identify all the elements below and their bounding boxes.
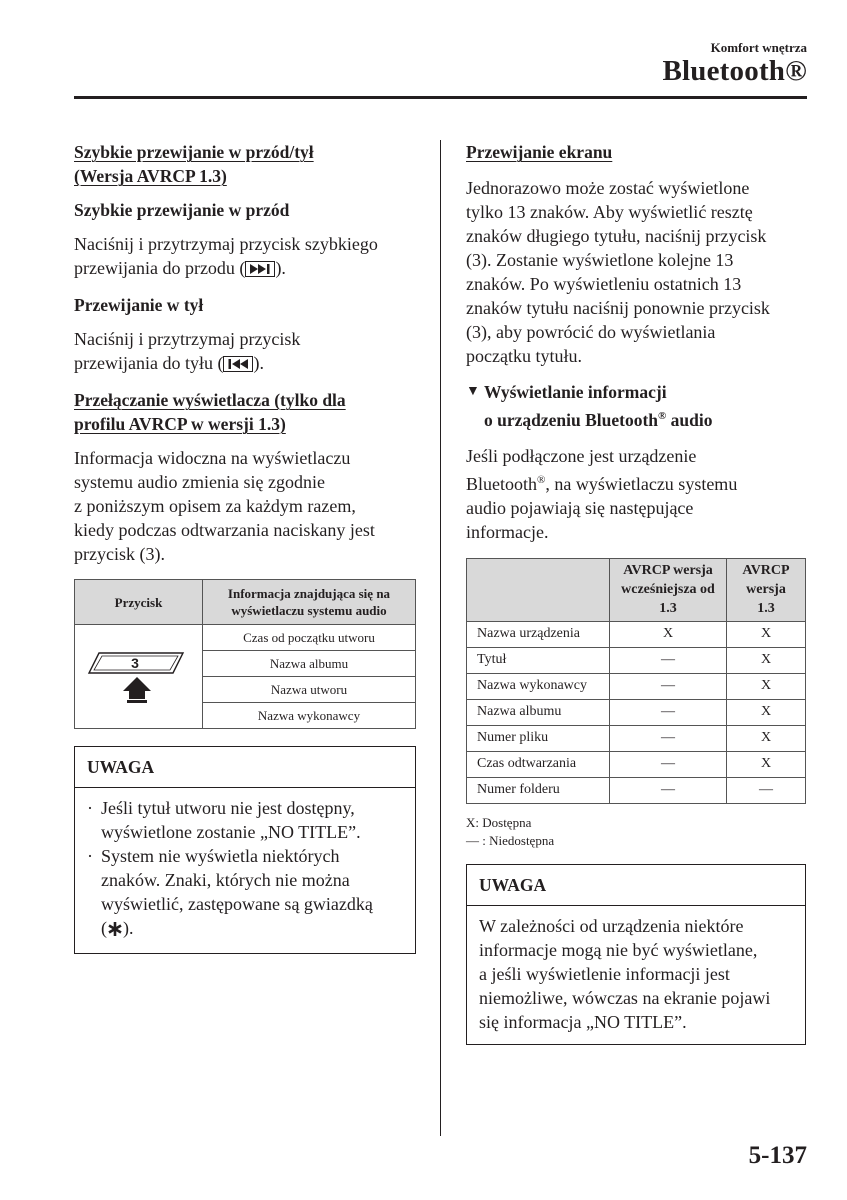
bullet-dot-icon: ·	[87, 798, 93, 818]
page-number: 5-137	[748, 1142, 807, 1169]
screen-scroll-text	[466, 176, 806, 368]
row-value: X	[727, 699, 806, 725]
table-header-avrcp-old	[610, 558, 727, 621]
avrcp-table	[466, 558, 806, 804]
scroll-text-line: początku tytułu.	[466, 346, 582, 366]
column-divider	[440, 140, 441, 1136]
row-label: Nazwa urządzenia	[467, 621, 610, 647]
scroll-text-line: znaków. Po wyświetleniu ostatnich 13	[466, 274, 742, 294]
row-value: X	[727, 751, 806, 777]
section-label: Komfort wnętrza	[710, 40, 807, 55]
scroll-text-line: znaków tytułu naciśnij ponownie przycisk	[466, 298, 770, 318]
registered-mark: ®	[537, 473, 546, 486]
right-column	[466, 140, 806, 1045]
page-title: Bluetooth®	[662, 55, 807, 87]
registered-mark: ®	[658, 410, 667, 422]
info-text-line-end: , na wyświetlaczu systemu	[545, 473, 738, 494]
heading-screen-scroll-text: Przewijanie ekranu	[466, 142, 613, 162]
scroll-text-line: Jednorazowo może zostać wyświetlone	[466, 178, 750, 198]
row-value: X	[727, 673, 806, 699]
display-switch-text	[74, 446, 416, 566]
table-header-button: Przycisk	[75, 580, 203, 625]
row-value: —	[610, 673, 727, 699]
table-row	[467, 751, 806, 777]
row-value: —	[727, 777, 806, 803]
row-label: Numer folderu	[467, 777, 610, 803]
button-3-label: 3	[131, 654, 139, 671]
legend-unavailable: — : Niedostępna	[466, 832, 555, 848]
table-row	[467, 699, 806, 725]
table-row	[467, 777, 806, 803]
heading-display-switch	[74, 388, 416, 436]
rewind-text-line1: Naciśnij i przytrzymaj przycisk	[74, 329, 301, 349]
note-text-line: wyświetlić, zastępowane są gwiazdką	[101, 894, 373, 914]
note-text-paren-open: (	[101, 918, 107, 938]
note-title: UWAGA	[467, 865, 805, 906]
table-row: Nazwa wykonawcy	[203, 703, 416, 729]
info-text-line: audio pojawiają się następujące	[466, 497, 694, 518]
note-body	[467, 906, 805, 1044]
table-row	[467, 725, 806, 751]
heading-rewind: Przewijanie w tył	[74, 295, 204, 315]
row-value: X	[727, 621, 806, 647]
rewind-text-end: ).	[253, 353, 264, 373]
asterisk-icon	[107, 919, 123, 943]
note-text-line: W zależności od urządzenia niektóre	[479, 915, 744, 936]
fast-forward-icon	[245, 259, 275, 283]
rewind-text-line2: przewijania do tyłu (	[74, 353, 224, 373]
triangle-down-icon: ▼	[466, 384, 480, 399]
table-row: Nazwa albumu	[203, 651, 416, 677]
header-line: 1.3	[757, 601, 775, 617]
heading-device-info-line2-end: audio	[666, 409, 713, 430]
note-text-line: System nie wyświetla niektórych	[101, 846, 340, 866]
row-value: —	[610, 777, 727, 803]
note-text-paren-close: ).	[123, 918, 134, 938]
row-label: Numer pliku	[467, 725, 610, 751]
heading-device-info-line2: o urządzeniu Bluetooth	[484, 409, 659, 430]
row-value: —	[610, 699, 727, 725]
heading-fast-forward: Szybkie przewijanie w przód	[74, 200, 290, 220]
header-line: wersja	[746, 582, 786, 598]
table-header-info-line2: wyświetlaczu systemu audio	[231, 603, 387, 618]
note-text-line: informacje mogą nie być wyświetlane,	[479, 939, 758, 960]
table-legend	[466, 814, 806, 850]
heading-display-switch-line1: Przełączanie wyświetlacza (tylko dla	[74, 390, 346, 410]
note-body	[75, 788, 415, 953]
note-item	[87, 796, 403, 844]
row-value: X	[727, 725, 806, 751]
display-info-table	[74, 579, 416, 729]
note-box-left	[74, 746, 416, 954]
display-text-line: z poniższym opisem za każdym razem,	[74, 496, 356, 516]
display-text-line: przycisk (3).	[74, 544, 165, 564]
row-label: Czas odtwarzania	[467, 751, 610, 777]
heading-fast-scroll-line1: Szybkie przewijanie w przód/tył	[74, 142, 314, 162]
table-row: Nazwa utworu	[203, 677, 416, 703]
table-header-avrcp-13	[727, 558, 806, 621]
button-illustration-cell	[75, 625, 203, 729]
row-label: Nazwa wykonawcy	[467, 673, 610, 699]
header-line: wcześniejsza od	[621, 582, 715, 598]
fast-forward-text-line2: przewijania do przodu (	[74, 258, 246, 278]
note-box-right	[466, 864, 806, 1045]
display-text-line: Informacja widoczna na wyświetlaczu	[74, 448, 351, 468]
note-text-line: a jeśli wyświetlenie informacji jest	[479, 963, 730, 984]
scroll-text-line: (3). Zostanie wyświetlone kolejne 13	[466, 250, 734, 270]
heading-fast-scroll	[74, 140, 416, 188]
up-arrow-icon	[123, 677, 151, 703]
row-label: Tytuł	[467, 647, 610, 673]
table-header-info	[203, 580, 416, 625]
header-line: AVRCP wersja	[623, 563, 713, 579]
heading-fast-scroll-line2: (Wersja AVRCP 1.3)	[74, 166, 227, 186]
header-line: 1.3	[659, 601, 677, 617]
info-text-line: Bluetooth	[466, 473, 537, 494]
heading-display-switch-line2: profilu AVRCP w wersji 1.3)	[74, 414, 286, 434]
table-header-empty	[467, 558, 610, 621]
note-text-line: się informacja „NO TITLE”.	[479, 1011, 687, 1032]
note-text-line: Jeśli tytuł utworu nie jest dostępny,	[101, 798, 355, 818]
info-text-line: informacje.	[466, 521, 549, 542]
row-value: —	[610, 725, 727, 751]
scroll-text-line: tylko 13 znaków. Aby wyświetlić resztę	[466, 202, 753, 222]
table-header-info-line1: Informacja znajdująca się na	[227, 586, 391, 601]
table-row: Czas od początku utworu	[203, 625, 416, 651]
row-value: —	[610, 751, 727, 777]
legend-available: X: Dostępna	[466, 814, 532, 830]
info-text-line: Jeśli podłączone jest urządzenie	[466, 445, 697, 466]
fast-forward-text-end: ).	[275, 258, 286, 278]
table-row	[467, 647, 806, 673]
row-value: X	[727, 647, 806, 673]
heading-device-info-line1: Wyświetlanie informacji	[484, 382, 667, 402]
heading-device-info	[466, 380, 806, 432]
note-title: UWAGA	[75, 747, 415, 788]
display-text-line: kiedy podczas odtwarzania naciskany jest	[74, 520, 375, 540]
row-value: —	[610, 647, 727, 673]
scroll-text-line: znaków długiego tytułu, naciśnij przycisk	[466, 226, 767, 246]
row-label: Nazwa albumu	[467, 699, 610, 725]
left-column	[74, 140, 416, 954]
rewind-icon	[223, 354, 253, 378]
note-text-line: znaków. Znaki, których nie można	[101, 870, 350, 890]
display-text-line: systemu audio zmienia się zgodnie	[74, 472, 325, 492]
table-row	[467, 621, 806, 647]
row-value: X	[610, 621, 727, 647]
heading-screen-scroll	[466, 140, 806, 164]
button-3-illustration	[75, 627, 202, 723]
scroll-text-line: (3), aby powrócić do wyświetlania	[466, 322, 716, 342]
fast-forward-text	[74, 232, 416, 283]
device-info-text	[466, 444, 806, 544]
note-text-line: wyświetlone zostanie „NO TITLE”.	[101, 822, 361, 842]
note-text-line: niemożliwe, wówczas na ekranie pojawi	[479, 987, 771, 1008]
header-rule	[74, 96, 807, 99]
header-line: AVRCP	[742, 563, 790, 579]
table-row	[467, 673, 806, 699]
fast-forward-text-line1: Naciśnij i przytrzymaj przycisk szybkiego	[74, 234, 378, 254]
bullet-dot-icon: ·	[87, 846, 93, 866]
rewind-text	[74, 327, 416, 378]
note-item	[87, 844, 403, 943]
